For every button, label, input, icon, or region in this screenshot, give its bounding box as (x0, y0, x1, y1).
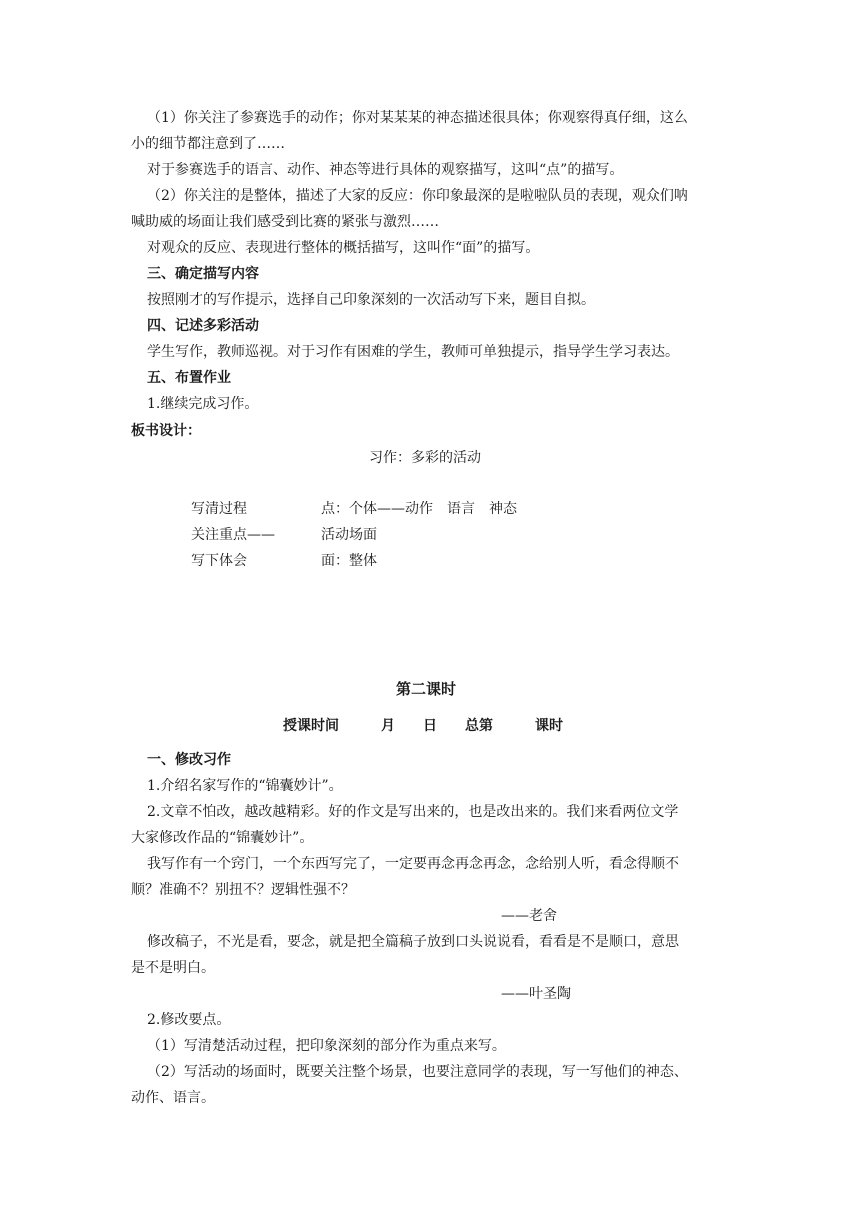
quote-line: 我写作有一个窍门，一个东西写完了，一定要再念再念再念，念给别人听，看念得顺不 (147, 856, 679, 872)
board-left-item: 写下体会 (191, 553, 247, 569)
paragraph: 按照刚才的写作提示，选择自己印象深刻的一次活动写下来，题目自拟。 (147, 292, 595, 308)
paragraph: 1.继续完成习作。 (147, 396, 259, 412)
section-heading: 一、修改习作 (147, 752, 231, 768)
paragraph-line: （1）你关注了参赛选手的动作；你对某某某的神态描述很具体；你观察得真仔细，这么 (147, 110, 688, 126)
lesson-title: 第二课时 (396, 680, 457, 698)
paragraph: 对于参赛选手的语言、动作、神态等进行具体的观察描写，这叫“点”的描写。 (147, 162, 624, 178)
board-right-item: 活动场面 (321, 527, 377, 543)
board-design-label: 板书设计： (131, 423, 201, 439)
paragraph: 1.介绍名家写作的“锦囊妙计”。 (147, 778, 343, 794)
lesson-time-line: 授课时间 月 日 总第 课时 (283, 718, 563, 734)
board-right-item: 点：个体——动作 语言 神态 (321, 501, 517, 517)
paragraph-line: 大家修改作品的“锦囊妙计”。 (131, 830, 314, 846)
quote-author: ——老舍 (501, 908, 557, 924)
paragraph-line: 小的细节都注意到了…… (131, 136, 285, 152)
paragraph-line: 动作、语言。 (131, 1090, 215, 1106)
board-left-item: 写清过程 (191, 501, 247, 517)
paragraph: 对观众的反应、表现进行整体的概括描写，这叫作“面”的描写。 (147, 240, 540, 256)
paragraph: （1）写清楚活动过程，把印象深刻的部分作为重点来写。 (147, 1038, 506, 1054)
paragraph-line: 喊助威的场面让我们感受到比赛的紧张与激烈…… (131, 214, 439, 230)
paragraph-line: （2）你关注的是整体，描述了大家的反应：你印象最深的是啦啦队员的表现，观众们呐 (147, 188, 688, 204)
paragraph: 学生写作，教师巡视。对于习作有困难的学生，教师可单独提示，指导学生学习表达。 (147, 344, 679, 360)
quote-line: 顺？准确不？别扭不？逻辑性强不？ (131, 882, 355, 898)
quote-author: ——叶圣陶 (501, 986, 571, 1002)
paragraph: 2.修改要点。 (147, 1012, 231, 1028)
section-heading: 三、确定描写内容 (147, 266, 259, 282)
board-right-item: 面：整体 (321, 553, 377, 569)
quote-line: 修改稿子，不光是看，要念，就是把全篇稿子放到口头说说看，看看是不是顺口，意思 (147, 934, 679, 950)
paragraph-line: （2）写活动的场面时，既要关注整个场景，也要注意同学的表现，写一写他们的神态、 (147, 1064, 688, 1080)
board-left-item: 关注重点—— (191, 527, 275, 543)
paragraph-line: 2.文章不怕改，越改越精彩。好的作文是写出来的，也是改出来的。我们来看两位文学 (147, 804, 679, 820)
board-title: 习作：多彩的活动 (369, 450, 481, 466)
section-heading: 五、布置作业 (147, 370, 231, 386)
quote-line: 是不是明白。 (131, 960, 215, 976)
section-heading: 四、记述多彩活动 (147, 318, 259, 334)
